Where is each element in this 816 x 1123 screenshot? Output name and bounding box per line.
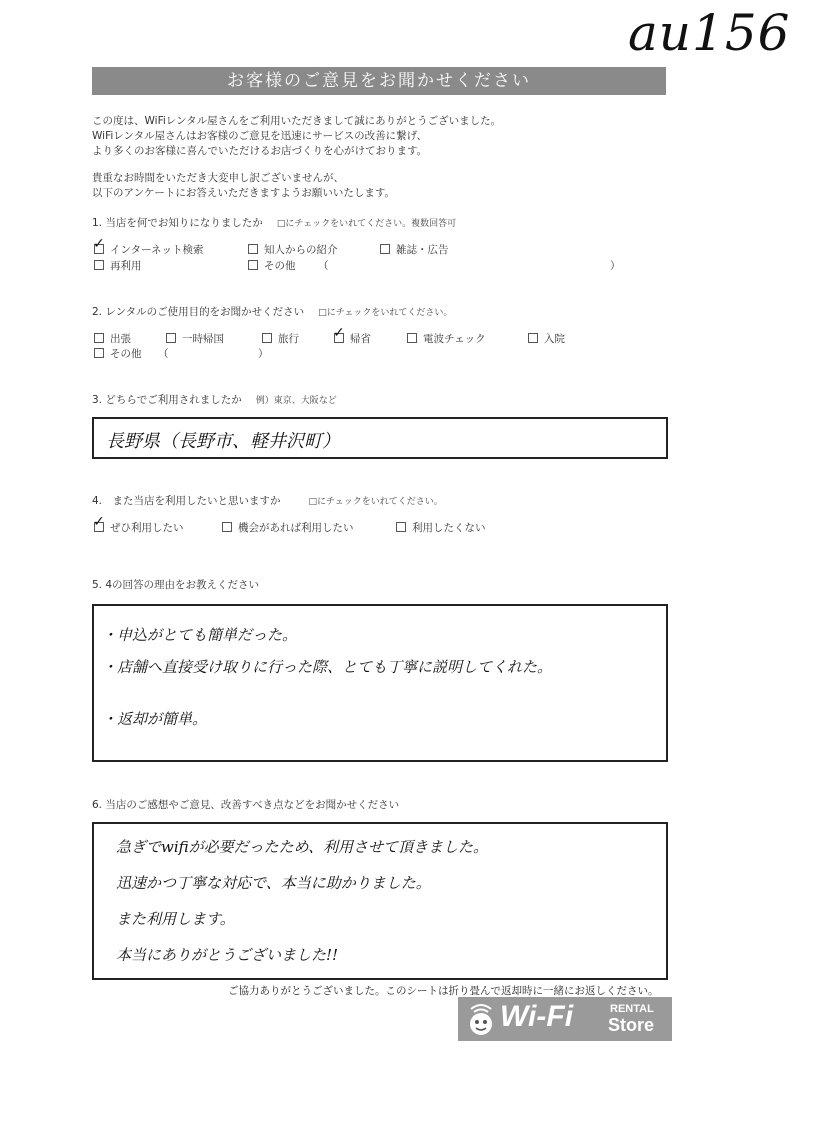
logo-store-text: Store (608, 1015, 655, 1035)
q4-question: 4. また当店を利用したいと思いますか (92, 495, 281, 507)
checkbox[interactable] (407, 333, 417, 343)
intro-line-4: 貴重なお時間をいただき大変申し訳ございませんが、 (92, 172, 344, 184)
footer-thanks: ご協力ありがとうございました。このシートは折り畳んで返却時に一緒にお返しください。 (228, 985, 659, 997)
checkbox[interactable] (262, 333, 272, 343)
checkbox[interactable] (248, 260, 258, 270)
q1-option-magazine[interactable]: 雑誌・広告 (380, 242, 449, 257)
wifi-store-logo (458, 997, 672, 1041)
checkbox[interactable] (248, 244, 258, 254)
checkbox[interactable] (93, 236, 105, 254)
intro-line-3: より多くのお客様に喜んでいただけるお店づくりを心がけております。 (92, 145, 428, 157)
q6-answer-line-1: 急ぎでwifiが必要だったため、利用させて頂きました。 (116, 838, 489, 856)
q2-label (92, 304, 452, 319)
q1-label (92, 215, 456, 230)
checkbox[interactable] (94, 333, 104, 343)
q4-note: □にチェックをいれてください。 (308, 497, 443, 507)
q3-question: 3. どちらでご利用されましたか (92, 394, 242, 406)
q1-option-reuse[interactable]: 再利用 (94, 258, 142, 273)
q6-answer-box[interactable] (92, 822, 668, 980)
q2-option-travel[interactable]: 旅行 (262, 331, 299, 346)
q5-answer-line-3: ・返却が簡単。 (102, 710, 208, 728)
q2-option-hospital[interactable]: 入院 (528, 331, 565, 346)
q1-other-close-paren: ） (610, 260, 621, 272)
q2-option-signal-check[interactable]: 電波チェック (407, 331, 486, 346)
intro-line-1: この度は、WiFiレンタル屋さんをご利用いただきまして誠にありがとうございました。 (92, 115, 502, 127)
check-mark-icon: ✓ (333, 325, 345, 341)
q2-option-other[interactable]: その他 (94, 346, 142, 361)
q3-answer: 長野県（長野市、軽井沢町） (106, 431, 340, 452)
q2-option-temp-return[interactable]: 一時帰国 (166, 331, 224, 346)
mascot-icon (464, 1001, 498, 1037)
q5-answer-line-2: ・店舗へ直接受け取りに行った際、とても丁寧に説明してくれた。 (102, 658, 553, 676)
q3-answer-box[interactable] (92, 417, 668, 459)
q1-option-internet[interactable]: ✓ インターネット検索 (93, 236, 204, 256)
q4-option-definitely[interactable]: ✓ ぜひ利用したい (93, 514, 184, 534)
checkbox[interactable] (528, 333, 538, 343)
page-title: お客様のご意見をお聞かせください (92, 67, 666, 95)
q1-question: 1. 当店を何でお知りになりましたか (92, 217, 263, 229)
q6-label: 6. 当店のご感想やご意見、改善すべき点などをお聞かせください (92, 799, 400, 811)
q1-option-referral[interactable]: 知人からの紹介 (248, 242, 338, 257)
q6-answer-line-4: 本当にありがとうございました!! (116, 946, 339, 964)
q2-question: 2. レンタルのご使用目的をお聞かせください (92, 306, 305, 318)
q1-note: □にチェックをいれてください。複数回答可 (276, 219, 457, 229)
checkbox[interactable] (93, 514, 105, 532)
q5-label: 5. 4の回答の理由をお教えください (92, 579, 260, 591)
q1-other-open-paren: （ (318, 260, 329, 272)
checkbox[interactable] (222, 522, 232, 532)
check-mark-icon: ✓ (93, 514, 105, 530)
q6-answer-line-3: また利用します。 (116, 910, 235, 928)
checkbox[interactable] (94, 260, 104, 270)
q2-option-business[interactable]: 出張 (94, 331, 131, 346)
check-mark-icon: ✓ (93, 236, 105, 252)
q2-note: □にチェックをいれてください。 (318, 308, 453, 318)
q2-other-close-paren: ） (258, 348, 269, 360)
intro-line-2: WiFiレンタル屋さんはお客様のご意見を迅速にサービスの改善に繋げ、 (92, 130, 428, 142)
q5-answer-line-1: ・申込がとても簡単だった。 (102, 626, 298, 644)
checkbox[interactable] (380, 244, 390, 254)
intro-line-5: 以下のアンケートにお答えいただきますようお願いいたします。 (92, 187, 396, 199)
document-id: au156 (628, 4, 791, 62)
logo-rental-text: RENTAL (610, 1003, 654, 1015)
logo-wifi-text: Wi-Fi (500, 1000, 574, 1033)
q5-answer-box[interactable] (92, 604, 668, 762)
checkbox[interactable] (166, 333, 176, 343)
checkbox[interactable] (94, 348, 104, 358)
q3-example: 例）東京、大阪など (255, 396, 337, 406)
checkbox[interactable] (333, 325, 345, 343)
q4-label (92, 493, 443, 508)
intro-text (92, 114, 501, 201)
q4-option-no[interactable]: 利用したくない (396, 520, 486, 535)
checkbox[interactable] (396, 522, 406, 532)
q3-label (92, 392, 337, 407)
q1-option-other[interactable]: その他 (248, 258, 296, 273)
q6-answer-line-2: 迅速かつ丁寧な対応で、本当に助かりました。 (116, 874, 431, 892)
q2-option-homecoming[interactable]: ✓ 帰省 (333, 325, 371, 345)
q2-other-open-paren: （ (158, 348, 169, 360)
q4-option-maybe[interactable]: 機会があれば利用したい (222, 520, 354, 535)
